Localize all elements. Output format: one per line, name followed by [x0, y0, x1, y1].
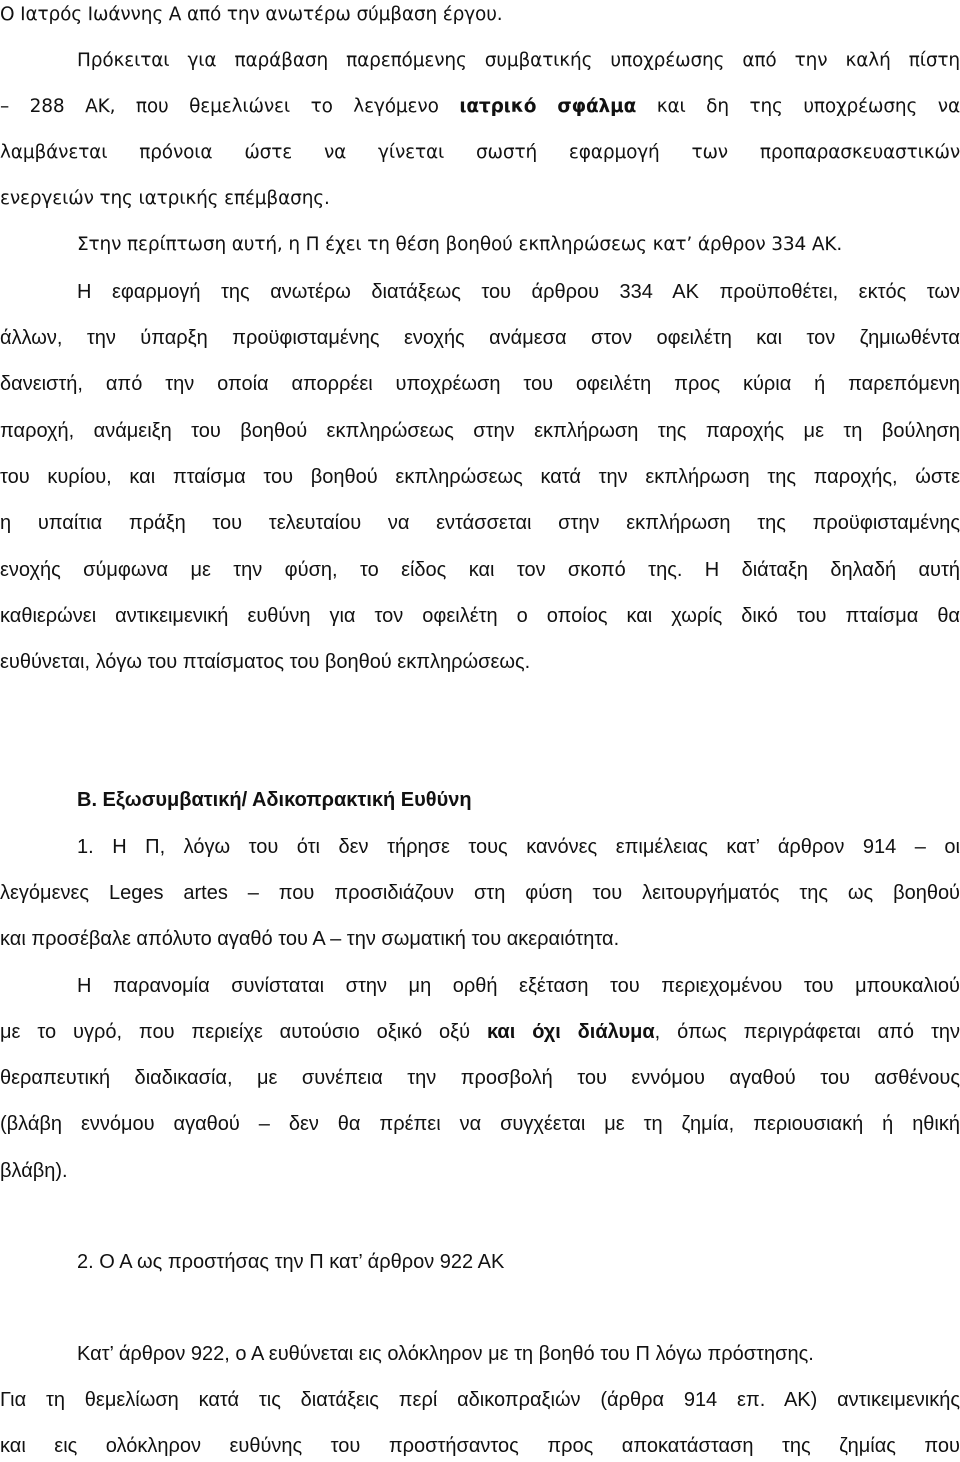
text-line: (βλάβη εννόμου αγαθού – δεν θα πρέπει να συγχέεται με τη ζημία, περιουσιακή ή ηθική: [0, 1113, 960, 1135]
text-line: του κυρίου, και πταίσμα του βοηθού εκπληρώσεως κατά την εκπλήρωση της παροχής, ώστε: [0, 466, 960, 488]
text-line: δανειστή, από την οποία απορρέει υποχρέωση του οφειλέτη προς κύρια ή παρεπόμενη: [0, 373, 960, 395]
text-line: καθιερώνει αντικειμενική ευθύνη για τον οφειλέτη ο οποίος και χωρίς δικό του πταίσμα θα: [0, 605, 960, 627]
text-line: Ο Ιατρός Ιωάννης Α από την ανωτέρω σύμβαση έργου.: [0, 4, 503, 25]
text-line: η υπαίτια πράξη του τελευταίου να εντάσσεται στην εκπλήρωση της προϋφισταμένης: [0, 512, 960, 534]
text-line: [0, 94, 960, 120]
text-line: και εις ολόκληρον ευθύνης του προστήσαντος προς αποκατάσταση της ζημίας που: [0, 1435, 960, 1457]
text-line: Η παρανομία συνίσταται στην μη ορθή εξέταση του περιεχομένου του μπουκαλιού: [77, 975, 960, 997]
text-line: Κατ’ άρθρον 922, ο Α ευθύνεται εις ολόκληρον με τη βοηθό του Π λόγω πρόστησης.: [77, 1343, 814, 1365]
text-line: ενοχής σύμφωνα με την φύση, το είδος και τον σκοπό της. Η διάταξη δηλαδή αυτή: [0, 559, 960, 581]
numbered-subheading: 2. Ο Α ως προστήσας την Π κατ’ άρθρον 922 ΑΚ: [77, 1251, 505, 1273]
text-span: και δη της υποχρέωσης να: [636, 96, 960, 117]
text-line: Η εφαρμογή της ανωτέρω διατάξεως του άρθρου 334 ΑΚ προϋποθέτει, εκτός των: [77, 281, 960, 303]
text-span: , όπως περιγράφεται από την: [654, 1021, 960, 1043]
text-span: με το υγρό, που περιείχε αυτούσιο οξικό οξύ: [0, 1021, 487, 1043]
text-line: και προσέβαλε απόλυτο αγαθό του Α – την σωματική του ακεραιότητα.: [0, 928, 620, 950]
text-line: 1. Η Π, λόγω του ότι δεν τήρησε τους κανόνες επιμέλειας κατ’ άρθρον 914 – οι: [77, 836, 960, 858]
text-line: θεραπευτική διαδικασία, με συνέπεια την προσβολή του εννόμου αγαθού του ασθένους: [0, 1067, 960, 1089]
text-line: λεγόμενες Leges artes – που προσιδιάζουν στη φύση του λειτουργήματός της ως βοηθού: [0, 882, 960, 904]
text-line: Για τη θεμελίωση κατά τις διατάξεις περί αδικοπραξιών (άρθρα 914 επ. ΑΚ) αντικειμενικής: [0, 1389, 960, 1411]
text-line: ενεργειών της ιατρικής επέμβασης.: [0, 188, 330, 209]
text-line: λαμβάνεται πρόνοια ώστε να γίνεται σωστή εφαρμογή των προπαρασκευαστικών: [0, 142, 960, 163]
text-line: άλλων, την ύπαρξη προϋφισταμένης ενοχής ανάμεσα στον οφειλέτη και τον ζημιωθέντα: [0, 327, 960, 349]
text-line: [0, 1019, 960, 1045]
bold-term-medical-error: ιατρικό σφάλμα: [459, 96, 637, 117]
text-line: βλάβη).: [0, 1160, 68, 1182]
text-line: ευθύνεται, λόγω του πταίσματος του βοηθού εκπληρώσεως.: [0, 651, 531, 673]
section-heading: Β. Εξωσυμβατική/ Αδικοπρακτική Ευθύνη: [77, 789, 472, 811]
text-line: Πρόκειται για παράβαση παρεπόμενης συμβατικής υποχρέωσης από την καλή πίστη: [77, 50, 960, 71]
text-span: – 288 ΑΚ, που θεμελιώνει το λεγόμενο: [0, 96, 460, 117]
bold-term-not-solution: και όχι διάλυμα: [486, 1021, 655, 1043]
text-line: παροχή, ανάμειξη του βοηθού εκπληρώσεως στην εκπλήρωση της παροχής με τη βούληση: [0, 420, 960, 442]
text-line: Στην περίπτωση αυτή, η Π έχει τη θέση βοηθού εκπληρώσεως κατ’ άρθρον 334 ΑΚ.: [77, 234, 843, 255]
